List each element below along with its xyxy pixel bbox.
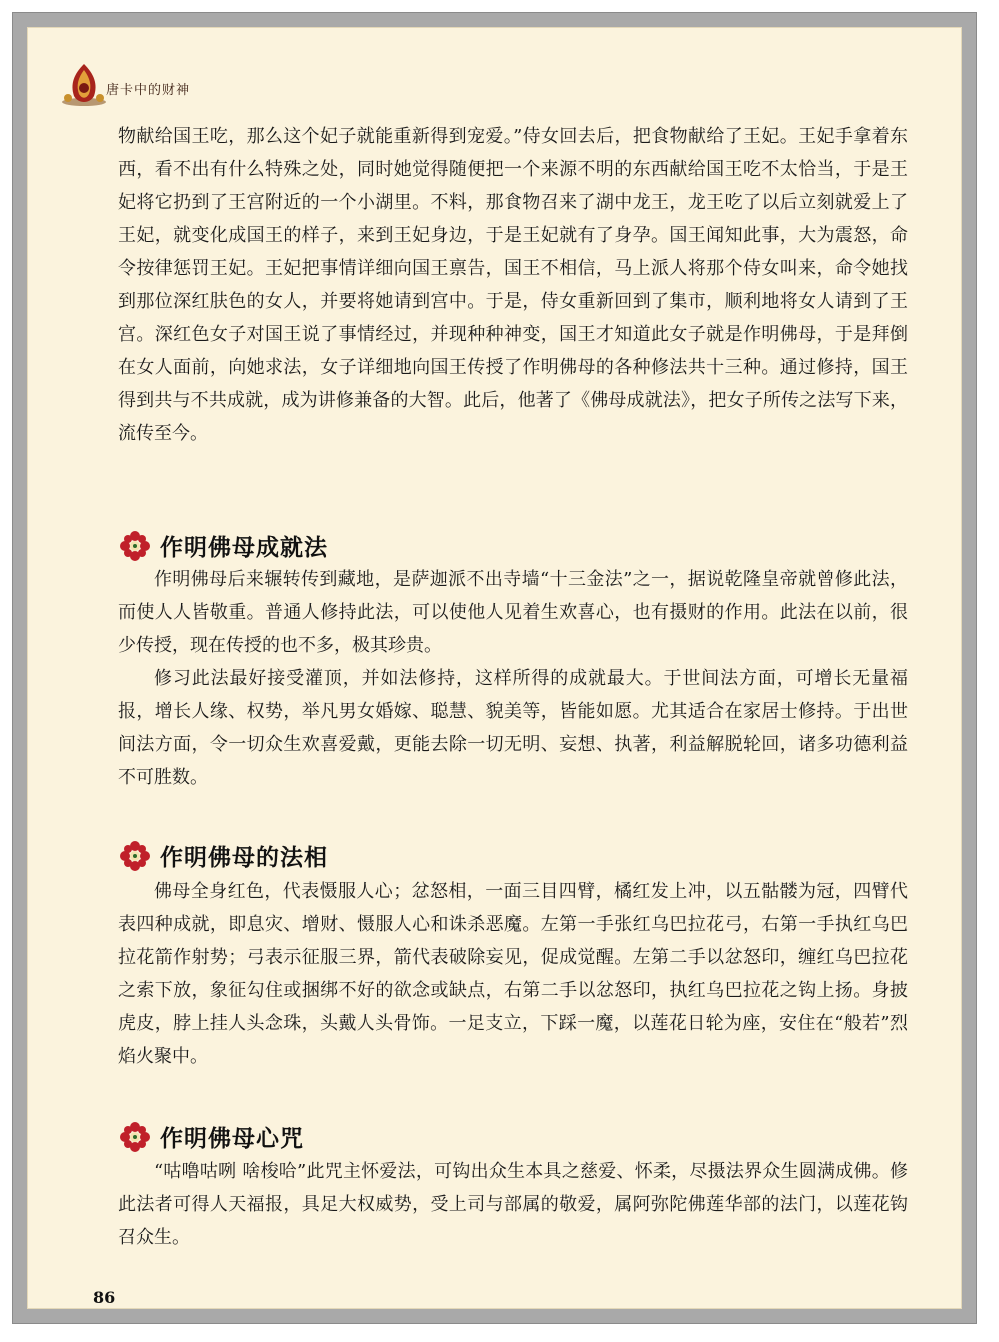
flower-ornament-icon <box>118 529 152 563</box>
section-title: 作明佛母成就法 <box>160 535 328 561</box>
section-heading-3 <box>118 1118 518 1154</box>
section-heading-2 <box>118 837 518 873</box>
flower-ornament-icon <box>118 839 152 873</box>
page-number: 86 <box>93 1288 116 1307</box>
intro-paragraph: 物献给国王吃，那么这个妃子就能重新得到宠爱。”侍女回去后，把食物献给了王妃。王妃手拿着东西，看不出有什么特殊之处，同时她觉得随便把一个来源不明的东西献给国王吃不太恰当，于是王妃将它扔到了王宫附近的一个小湖里。不料，那食物召来了湖中龙王，龙王吃了以后立刻就爱上了王妃，就变化成国王的样子，来到王妃身边，于是王妃就有了身孕。国王闻知此事，大为震怒，命令按律惩罚王妃。王妃把事情详细向国王禀告，国王不相信，马上派人将那个侍女叫来，命令她找到那位深红肤色的女人，并要将她请到宫中。于是，侍女重新回到了集市，顺利地将女人请到了王宫。深红色女子对国王说了事情经过，并现种种神变，国王才知道此女子就是作明佛母，于是拜倒在女人面前，向她求法，女子详细地向国王传授了作明佛母的各种修法共十三种。通过修持，国王得到共与不共成就，成为讲修兼备的大智。此后，他著了《佛母成就法》，把女子所传之法写下来，流传至今。 <box>118 126 908 444</box>
section-3-paragraph-1: “咕噜咕咧 啥梭哈”此咒主怀爱法，可钩出众生本具之慈爱、怀柔，尽摄法界众生圆满成佛。修此法者可得人天福报，具足大权威势，受上司与部属的敬爱，属阿弥陀佛莲华部的法门，以莲花钩召众生。 <box>118 1161 908 1248</box>
section-1-paragraph-1: 作明佛母后来辗转传到藏地，是萨迦派不出寺墙“十三金法”之一，据说乾隆皇帝就曾修此法，而使人人皆敬重。普通人修持此法，可以使他人见着生欢喜心，也有摄财的作用。此法在以前，很少传授，现在传授的也不多，极其珍贵。 <box>118 569 908 656</box>
section-1-paragraph-2: 修习此法最好接受灌顶，并如法修持，这样所得的成就最大。于世间法方面，可增长无量福报，增长人缘、权势，举凡男女婚嫁、聪慧、貌美等，皆能如愿。尤其适合在家居士修持。于出世间法方面，令一切众生欢喜爱戴，更能去除一切无明、妄想、执著，利益解脱轮回，诸多功德利益不可胜数。 <box>118 668 908 788</box>
section-title: 作明佛母心咒 <box>160 1126 304 1152</box>
section-title: 作明佛母的法相 <box>160 845 328 871</box>
section-heading-1 <box>118 527 518 563</box>
flower-ornament-icon <box>118 1120 152 1154</box>
running-header <box>60 62 360 108</box>
header-title: 唐卡中的财神 <box>106 83 191 98</box>
section-2-paragraph-1: 佛母全身红色，代表慑服人心；忿怒相，一面三目四臂，橘红发上冲，以五骷髅为冠，四臂代表四种成就，即息灾、增财、慑服人心和诛杀恶魔。左第一手张红乌巴拉花弓，右第一手执红乌巴拉花箭作射势；弓表示征服三界，箭代表破除妄见，促成觉醒。左第二手以忿怒印，缠红乌巴拉花之索下放，象征勾住或捆绑不好的欲念或缺点，右第二手以忿怒印，执红乌巴拉花之钩上扬。身披虎皮，脖上挂人头念珠，头戴人头骨饰。一足支立，下踩一魔，以莲花日轮为座，安住在“般若”烈焰火聚中。 <box>118 881 908 1067</box>
